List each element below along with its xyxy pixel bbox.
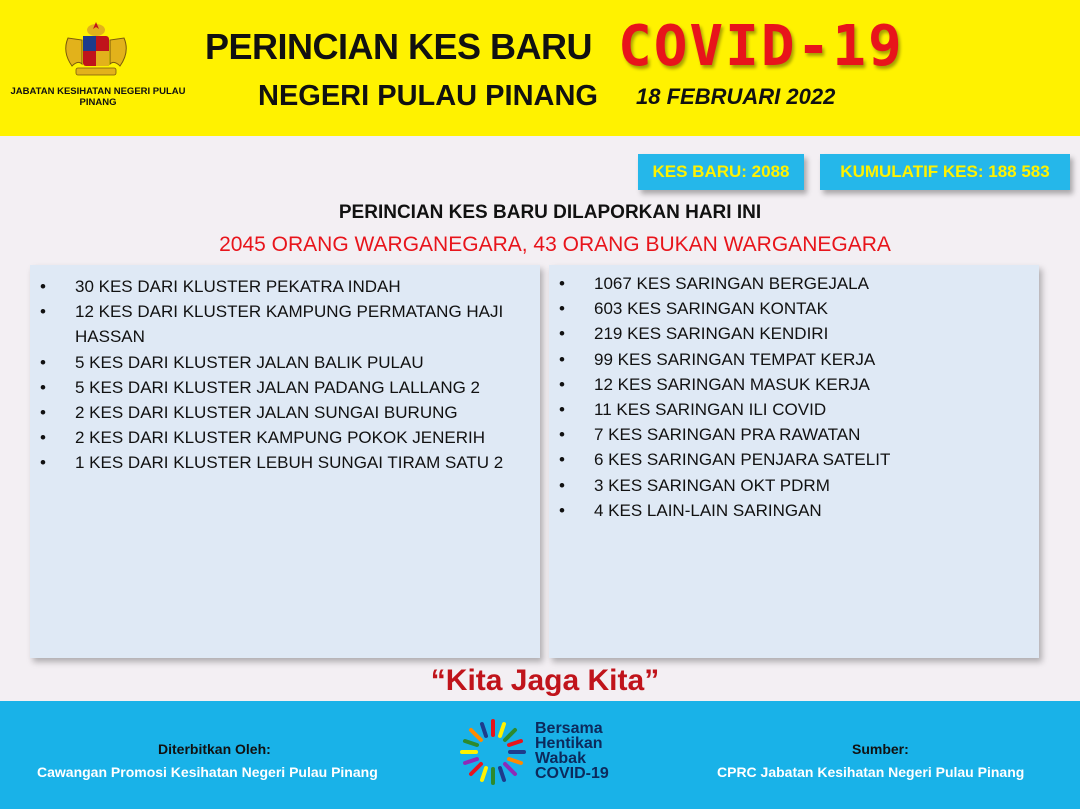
list-item: • 12 KES DARI KLUSTER KAMPUNG PERMATANG HAJI HASSAN — [40, 299, 532, 349]
campaign-line: Bersama — [535, 720, 603, 737]
header-banner — [0, 0, 1080, 136]
list-item: • 2 KES DARI KLUSTER KAMPUNG POKOK JENERIH — [40, 425, 532, 450]
footer — [0, 701, 1080, 809]
cluster-panel — [30, 265, 540, 658]
covid-title: COVID-19 — [618, 14, 904, 79]
coat-of-arms-icon — [56, 20, 136, 82]
source-name: CPRC Jabatan Kesihatan Negeri Pulau Pinang — [717, 764, 1025, 780]
list-item: • 12 KES SARINGAN MASUK KERJA — [559, 372, 1031, 397]
list-item: • 11 KES SARINGAN ILI COVID — [559, 397, 1031, 422]
published-label: Diterbitkan Oleh: — [158, 741, 271, 757]
list-item: • 99 KES SARINGAN TEMPAT KERJA — [559, 347, 1031, 372]
screening-panel — [549, 265, 1039, 658]
summary-heading: PERINCIAN KES BARU DILAPORKAN HARI INI — [338, 202, 762, 223]
title-line-2: NEGERI PULAU PINANG — [258, 80, 598, 112]
cluster-list — [30, 265, 540, 476]
covid-burst-icon — [458, 717, 528, 787]
list-item: • 5 KES DARI KLUSTER JALAN PADANG LALLANG 2 — [40, 375, 532, 400]
screening-list — [549, 265, 1039, 523]
list-item: • 7 KES SARINGAN PRA RAWATAN — [559, 422, 1031, 447]
title-line-1: PERINCIAN KES BARU — [205, 26, 593, 67]
new-cases-badge: KES BARU: 2088 — [638, 154, 804, 190]
campaign-slogan — [535, 721, 609, 781]
list-item: • 5 KES DARI KLUSTER JALAN BALIK PULAU — [40, 350, 532, 375]
list-item: • 6 KES SARINGAN PENJARA SATELIT — [559, 447, 1031, 472]
campaign-line: Wabak — [535, 750, 586, 767]
list-item: • 4 KES LAIN-LAIN SARINGAN — [559, 498, 1031, 523]
list-item: • 2 KES DARI KLUSTER JALAN SUNGAI BURUNG — [40, 400, 532, 425]
list-item: • 603 KES SARINGAN KONTAK — [559, 296, 1031, 321]
report-date: 18 FEBRUARI 2022 — [636, 84, 836, 109]
campaign-line: COVID-19 — [535, 765, 609, 782]
list-item: • 1 KES DARI KLUSTER LEBUH SUNGAI TIRAM SATU 2 — [40, 450, 532, 475]
slogan: “Kita Jaga Kita” — [430, 664, 660, 697]
campaign-line: Hentikan — [535, 735, 603, 752]
cumulative-cases-badge: KUMULATIF KES: 188 583 — [820, 154, 1070, 190]
department-name: JABATAN KESIHATAN NEGERI PULAU PINANG — [10, 86, 186, 108]
list-item: • 3 KES SARINGAN OKT PDRM — [559, 473, 1031, 498]
publisher-name: Cawangan Promosi Kesihatan Negeri Pulau Pinang — [37, 764, 378, 780]
source-label: Sumber: — [852, 741, 909, 757]
list-item: • 1067 KES SARINGAN BERGEJALA — [559, 271, 1031, 296]
list-item: • 30 KES DARI KLUSTER PEKATRA INDAH — [40, 274, 532, 299]
list-item: • 219 KES SARINGAN KENDIRI — [559, 321, 1031, 346]
citizenship-breakdown: 2045 ORANG WARGANEGARA, 43 ORANG BUKAN WARGANEGARA — [219, 233, 891, 256]
